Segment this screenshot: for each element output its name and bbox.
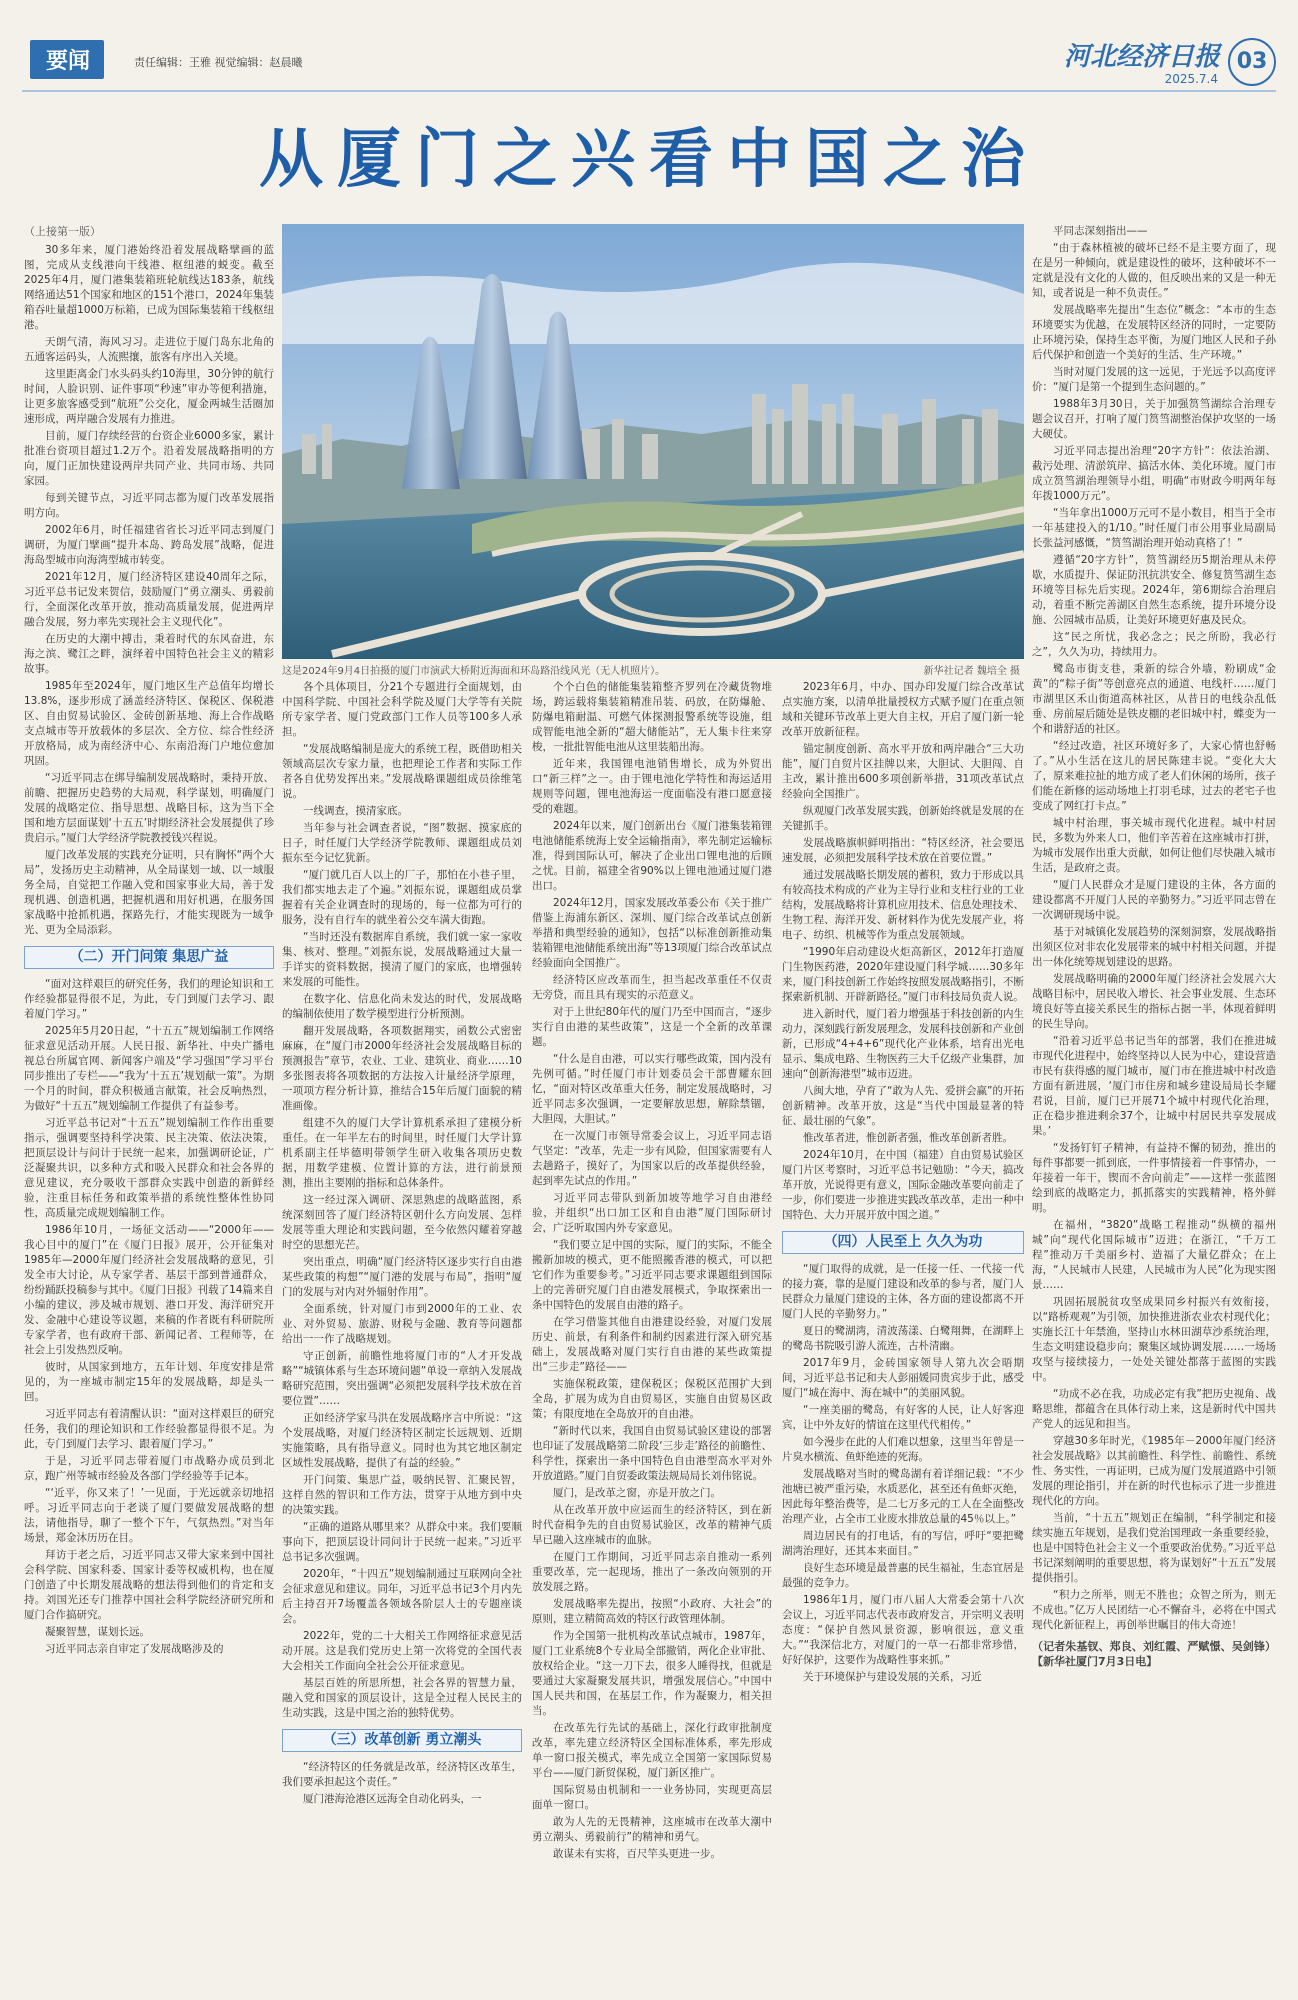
paragraph: 在数字化、信息化尚未发达的时代，发展战略的编制依使用了数学模型进行分析预测。 bbox=[282, 993, 522, 1020]
photo-credit: 新华社记者 魏培全 摄 bbox=[923, 666, 1020, 677]
paragraph: 这一经过深入调研、深思熟虑的战略蓝图，系统深刻回答了厦门经济特区朝什么方向发展、怎样发展等重大理论和实践问题，至今依然闪耀着穿越时空的思想光芒。 bbox=[282, 1194, 522, 1251]
paragraph: 2023年6月，中办、国办印发厦门综合改革试点实施方案，以清单批量授权方式赋予厦门在重点领域和关键环节改革上更大自主权，开启了厦门新一轮改革开放新征程。 bbox=[782, 681, 1024, 738]
paragraph: 1986年1月，厦门市八届人大常委会第十八次会议上，习近平同志代表市政府发言，开宗明义表明态度：“保护自然风景资源，影响很远，意义重大。”“我深信北方，对厦门的一草一石都非常珍惜，好好保护，这要作为战略性事来抓。” bbox=[782, 1594, 1024, 1666]
paragraph: 对于上世纪80年代的厦门乃至中国而言，“逐步实行自由港的某些政策”，这是一个全新的改革课题。 bbox=[532, 1006, 772, 1048]
skyline-illustration bbox=[282, 224, 1024, 659]
continued-note: （上接第一版） bbox=[24, 225, 101, 238]
paragraph: “‘近平，你又来了！’一见面，于光远就亲切地招呼。习近平同志向于老谈了厦门要做发展战略的想法，请他指导，聊了一整个下午，气氛热烈。”对当年场景，郑金沐历历在目。 bbox=[24, 1487, 274, 1544]
paragraph: 敢为人先的无畏精神，这座城市在改革大潮中勇立潮头、勇毅前行”的精神和勇气。 bbox=[532, 1816, 772, 1843]
paragraph: 基层百姓的所思所想，社会各界的智慧力量，融入党和国家的顶层设计，这是全过程人民民主的生动实践，这是中国之治的独特优势。 bbox=[282, 1677, 522, 1719]
paragraph: 开门问策、集思广益，吸纳民智、汇聚民智，这样自然的智识和工作方法，贯穿于从地方到中央的决策实践。 bbox=[282, 1474, 522, 1516]
paragraph: 平同志深刻指出—— bbox=[1053, 225, 1148, 237]
paragraph: 经济特区应改革而生，担当起改革重任不仅责无旁贷，而且具有现实的示范意义。 bbox=[532, 974, 772, 1001]
paragraph: 当前，“十五五”规划正在编制，“科学制定和接续实施五年规划，是我们党治国理政一条重要经验，也是中国特色社会主义一个重要政治优势。”习近平总书记深刻阐明的重要思想，将为谋划好“十五五”发展提供指引。 bbox=[1032, 1512, 1276, 1584]
paragraph: 一线调查，摸清家底。 bbox=[303, 805, 408, 817]
paragraph: 周边居民有的打电话，有的写信，呼吁“要把鹭湖湾治理好，还其本来面目。” bbox=[782, 1530, 1024, 1557]
section-label: 要闻 bbox=[30, 40, 104, 79]
paragraph: 天朗气清，海风习习。走进位于厦门岛东北角的五通客运码头，人流熙攘，旅客有序出入关境。 bbox=[24, 336, 274, 363]
paragraph: “什么是自由港，可以实行哪些政策，国内没有先例可循。”时任厦门市计划委员会干部曹耀东回忆，“面对特区改革重大任务，制定发展战略时，习近平同志多次强调，一定要解放思想，解除禁锢，大胆闯，大胆试。” bbox=[532, 1053, 772, 1125]
paragraph: 在一次厦门市领导常委会议上，习近平同志语气坚定：“改革，先走一步有风险，但国家需要有人去趟路子，摸好了，为国家以后的改革提供经验，起到率先试点的作用。” bbox=[532, 1130, 772, 1187]
paragraph: 夏日的鹭湖湾，清波荡漾、白鹭翔舞，在湖畔上的鹭岛书院吸引游人流连，古朴清幽。 bbox=[782, 1325, 1024, 1352]
paragraph: “发扬钉钉子精神，有益持不懈的韧劲，推出的每件事都要一抓到底，一件事情接着一件事情办，一年接着一年干，锲而不舍向前走”——这样一张蓝图绘到底的战略定力，抓抓落实的实践精神，格外鲜明。 bbox=[1032, 1142, 1276, 1214]
paragraph: 2022年，党的二十大相关工作网络征求意见活动开展。这是我们党历史上第一次将党的全国代表大会相关工作面向全社会公开征求意见。 bbox=[282, 1630, 522, 1672]
paragraph: 1988年3月30日，关于加强筼筜湖综合治理专题会议召开，打响了厦门筼筜湖整治保护攻坚的一场大硬仗。 bbox=[1032, 398, 1276, 440]
article-column-1 bbox=[24, 224, 274, 1984]
paragraph: 在学习借鉴其他自由港建设经验，对厦门发展历史、前景，有利条件和制约因素进行深入研究基础上，发展战略对厦门实行自由港的某些政策提出“三步走”路径—— bbox=[532, 1316, 772, 1373]
paragraph: 2002年6月，时任福建省省长习近平同志到厦门调研，为厦门擘画“提升本岛、跨岛发展”战略，促进海岛型城市向海湾型城市转变。 bbox=[24, 524, 274, 566]
paragraph: 鹭岛市街支巷，秉新的综合外墙，粉刷成“金黄”的“粽子街”等创意亮点的通道、电线杆……厦门市湖里区禾山街道高林社区，从昔日的电线杂乱低垂、房前屋后随处是铁皮棚的老旧城中村，蝶变为一个和谐舒适的社区。 bbox=[1032, 663, 1276, 735]
paragraph: 巩固拓展脱贫攻坚成果同乡村振兴有效衔接，以“路桥观观”为引领，加快推进浙农业农村现代化；实施长江十年禁渔，坚持山水林田湖草沙系统治理，生态文明建设稳步向；聚集区域协调发展……一场场攻坚与接续接力，一处处关键处都落于蓝图的实践中。 bbox=[1032, 1296, 1276, 1383]
paragraph: 遵循“20字方针”，筼筜湖经历5期治理从未停歇，水质提升、保证防汛抗洪安全、修复筼筜湖生态环境等目标先后实现。2024年，第6期综合治理启动，着重不断完善湖区自然生态系统，提升环境分设施、公园城市品质，让美好环境更好惠及民众。 bbox=[1032, 554, 1276, 626]
photo-caption bbox=[282, 662, 1024, 677]
paragraph: 关于环境保护与建设发展的关系，习近 bbox=[803, 1671, 982, 1683]
paragraph: 发展战略旗帜鲜明指出：“特区经济，社会要迅速发展，必须把发展科学技术放在首要位置。” bbox=[782, 837, 1024, 864]
subheading: （二）开门问策 集思广益 bbox=[24, 946, 274, 969]
paragraph: 2025年5月20日起，“十五五”规划编制工作网络征求意见活动开展。人民日报、新华社、中央广播电视总台所属官网、新闻客户端及“学习强国”学习平台同步推出了专栏——“我为‘十五五’规划献一策”。为期一个月的时间，群众积极通言献策，社会反响热烈，为做好“十五五”规划编制工作提供了有益参考。 bbox=[24, 1025, 274, 1112]
paragraph: 八闽大地，孕育了“敢为人先、爱拼会赢”的开拓创新精神。改革开放，这是“当代中国最显著的特征、最壮丽的气象”。 bbox=[782, 1085, 1024, 1127]
paragraph: 这里距离金门水头码头约10海里，30分钟的航行时间，人脸识别、证件事项“秒速”审办等便利措施，让更多旅客感受到“航班”公交化，厦金两城生活圈加速形成，两岸融合发展有力推进。 bbox=[24, 368, 274, 425]
paragraph: 凝聚智慧，谋划长远。 bbox=[45, 1626, 150, 1638]
paragraph: 彼时，从国家到地方，五年计划、年度安排是常见的，为一座城市制定15年的发展战略，却是头一回。 bbox=[24, 1361, 274, 1403]
paragraph: 锚定制度创新、高水平开放和两岸融合“三大功能”，厦门自贸片区挂牌以来，大胆试、大胆闯、自主改，累计推出600多项创新举措，31项改革试点经验向全国推广。 bbox=[782, 743, 1024, 800]
paragraph: “面对这样艰巨的研究任务，我们的理论知识和工作经验都显得很不足，为此，专门到厦门去学习、跟着厦门学习。” bbox=[24, 978, 274, 1020]
paragraph: 2024年12月，国家发展改革委公布《关于推广借鉴上海浦东新区、深圳、厦门综合改革试点创新举措和典型经验的通知》，包括“以标准创新推动集装箱锂电池储能系统出海”等13项厦门综合改革试点经验面向全国推广。 bbox=[532, 897, 772, 969]
paragraph: 基于对城镇化发展趋势的深刻洞察，发展战略指出须区位对非农化发展带来的城中村相关问题，并提出一体化统筹规划建设的思路。 bbox=[1032, 926, 1276, 968]
paragraph: “由于森林植被的破坏已经不是主要方面了，现在是另一种倾向，就是建设性的破坏，这种破坏不一定就是没有文化的人做的，但反映出来的又是一种无知，或者说是一种不负责任。” bbox=[1032, 242, 1276, 299]
paragraph: 个个白色的储能集装箱整齐罗列在冷藏货物堆场，跨运载将集装箱精准吊装、码放，在防爆舱、防爆电箱耐温、可燃气体探测报警系统等设施，组成智能电池全新的“超大储能站”，无人集卡往来穿梭，一批批智能电池从这里装船出海。 bbox=[532, 681, 772, 753]
article-column-4 bbox=[782, 680, 1024, 1984]
paragraph: 在历史的大潮中搏击，秉着时代的东风奋进，东海之滨、鹭江之畔，演绎着中国特色社会主义的精彩故事。 bbox=[24, 633, 274, 675]
paragraph: 翻开发展战略，各项数据翔实，函数公式密密麻麻，在“厦门市2000年经济社会发展战略目标的预测报告”章节，农业、工业、建筑业、商业……10多张图表将各项数据的方法按入计量经济学原理，一项项方程分析计算，推结合15年后厦门面貌的精准画像。 bbox=[282, 1025, 522, 1112]
paragraph: 习近平总书记对“十五五”规划编制工作作出重要指示，强调要坚持科学决策、民主决策、依法决策，把顶层设计与问计于民统一起来，加强调研论证，广泛凝聚共识，以多种方式和吸入民群众和社会各界的意见建议，充分吸收干部群众实践中创造的新鲜经验，注重目标任务和政策举措的系统性整体性协同性，高质量完成规划编制工作。 bbox=[24, 1117, 274, 1219]
paragraph: 惟改革者进，惟创新者强，惟改革创新者胜。 bbox=[803, 1132, 1013, 1144]
paragraph: “一座美丽的鹭岛，有好客的人民，让人好客迎宾，让中外友好的情谊在这里代代相传。” bbox=[782, 1404, 1024, 1431]
paragraph: 通过发展战略长期发展的蓄积，致力于形成以具有较高技术构成的产业为主导行业和支柱行业的工业结构，发展战略将计算机应用技术、信息处理技术、生物工程、海洋开发、新材料作为优先发展产业，将电子、纺织、机械等作为重点发展领域。 bbox=[782, 869, 1024, 941]
subheading: （四）人民至上 久久为功 bbox=[782, 1231, 1024, 1254]
paragraph: 发展战略率先提出“生态位”概念：“本市的生态环境要实为优越，在发展特区经济的同时，一定要防止环境污染，保持生态平衡，为厦门地区人民和子孙后代保护和创造一个美好的生活、生产环境。” bbox=[1032, 304, 1276, 361]
paragraph: 发展战略对当时的鹭岛湖有着详细记载：“不少池塘已被严重污染，水质恶化，甚至还有鱼虾灭绝，因此每年整治费等，是二七万多元的工人在全面整改治理产业，占全市工业废水排放总量的45％以上。” bbox=[782, 1468, 1024, 1525]
paragraph: “厦门就几百人以上的厂子，那怕在小巷子里，我们都实地去走了个遍。”刘振东说，课题组成员掌握着有关企业调查时的现场的，每一位都为可行的服务，没有自行车的就坐着公交车满大街跑。 bbox=[282, 869, 522, 926]
subheading: （三）改革创新 勇立潮头 bbox=[282, 1729, 522, 1752]
paragraph: 习近平同志提出治理“20字方针”：依法治湖、截污处理、清淤筑岸、搞活水体、美化环境。厦门市成立筼筜湖治理领导小组，明确“市财政今明两年每年拨1000万元”。 bbox=[1032, 445, 1276, 502]
article-column-3 bbox=[532, 680, 772, 1984]
paragraph: 正如经济学家马洪在发展战略序言中所说：“这个发展战略，对厦门经济特区制定长远规划、近期实施策略，具有指导意义。同时也为其它地区制定区域性发展战略，提供了有益的经验。” bbox=[282, 1412, 522, 1469]
paragraph: 2021年12月，厦门经济特区建设40周年之际，习近平总书记发来贺信，鼓励厦门“勇立潮头、勇毅前行，全面深化改革开放，推动高质量发展，促进两岸融合发展，努力率先实现社会主义现代化”。 bbox=[24, 571, 274, 628]
paragraph: “发展战略编制是庞大的系统工程，既借助相关领域高层次专家力量，也把理论工作者和实际工作者各自优势发挥出来。”发展战略课题组成员徐维笔说。 bbox=[282, 743, 522, 800]
paragraph: 2017年9月，金砖国家领导人第九次会晤期间，习近平总书记和夫人彭丽媛同贵宾步于此，感受厦门“城在海中、海在城中”的美丽风貌。 bbox=[782, 1357, 1024, 1399]
paragraph: “积力之所举，则无不胜也；众智之所为，则无不成也。”亿万人民团结一心不懈奋斗，必将在中国式现代化新征程上，再创举世瞩目的伟大奇迹！ bbox=[1032, 1589, 1276, 1631]
paragraph: “新时代以来，我国自由贸易试验区建设的部署也印证了发展战略第二阶段‘三步走’路径的前瞻性、科学性，探索出一条中国特色自由港型高水平对外开放道路。”厦门自贸委政策法规局局长刘伟铭说。 bbox=[532, 1425, 772, 1482]
paragraph: 1986年10月，一场征文活动——“2000年——我心目中的厦门”在《厦门日报》展开，公开征集对1985年—2000年厦门经济社会发展战略的意见，引发全市大讨论，从专家学者、基层干部到普通群众，纷纷踊跃投稿参与其中。《厦门日报》刊载了14篇来自小编的建议，涉及城市规划、港口开发、海洋研究开发、金融中心建设等议题，来稿的作者既有科研院所专家学者，也有政府干部、新闻记者、工程师等，在社会上引发热烈反响。 bbox=[24, 1224, 274, 1356]
paragraph: 在改革先行先试的基础上，深化行政审批制度改革，率先建立经济特区全国标准体系，率先形成单一窗口报关模式，率先成立全国第一家国际贸易平台——厦门新贸保税，厦门新区推广。 bbox=[532, 1722, 772, 1779]
paragraph: 这“民之所忧，我必念之；民之所盼，我必行之”，久久为功，持续用力。 bbox=[1032, 631, 1276, 658]
paragraph: 厦门改革发展的实践充分证明，只有胸怀“两个大局”，发扬历史主动精神，从全局谋划一域、以一域服务全局，自觉把工作融入党和国家事业大局，善于发现机遇、创造机遇，把握机遇和用好机遇，在服务国家战略中抢抓机遇，探路先行，才能实现既为一域争光、更为全局添彩。 bbox=[24, 849, 274, 936]
paragraph: 2024年10月，在中国（福建）自由贸易试验区厦门片区考察时，习近平总书记勉励：“今天，搞改革开放，光说得更有意义，国际金融改革要向前走了一步，你们要进一步推进实践改革改革，走出一种中国特色、大力开展开放中国之道。” bbox=[782, 1149, 1024, 1221]
paragraph: 2020年，“十四五”规划编制通过互联网向全社会征求意见和建议。同年，习近平总书记3个月内先后主持召开7场覆盖各领域各阶层人士的专题座谈会。 bbox=[282, 1568, 522, 1625]
paragraph: “习近平同志在绑导编制发展战略时，秉持开放、前瞻、把握历史趋势的大局观，科学谋划，明确厦门发展的战略定位、指导思想、战略目标，这为当下全国和地方层面谋划‘十五五’时期经济社会发展提供了珍贵启示。”厦门大学经济学院教授钱兴程说。 bbox=[24, 772, 274, 844]
paragraph: “厦门人民群众才是厦门建设的主体，各方面的建设都离不开厦门人民的辛勤努力。”习近平同志曾在一次调研现场中说。 bbox=[1032, 879, 1276, 921]
masthead bbox=[22, 34, 1276, 92]
paragraph: “厦门取得的成就，是一任接一任、一代接一代的接力赛，靠的是厦门建设和改革的参与者，厦门人民群众力量厦门建设的主体，各方面的建设都离不开厦门人民的辛勤努力。” bbox=[782, 1263, 1024, 1320]
paragraph: 习近平同志带队到新加坡等地学习自由港经验，并组织“出口加工区和自由港”厦门国际研讨会，广泛听取国内外专家意见。 bbox=[532, 1192, 772, 1234]
paragraph: 守正创新，前瞻性地将厦门市的“人才开发战略”“城镇体系与生态环境问题”单设一章纳入发展战略研究范围，突出强调“必须把发展科学技术放在首要位置”…… bbox=[282, 1350, 522, 1407]
paragraph: 1985年至2024年，厦门地区生产总值年均增长13.8%，逐步形成了涵盖经济特区、保税区、保税港区、自由贸易试验区、金砖创新基地、海上合作战略支点城市等开放载体的多层次、全方位、综合性经济开放格局，成为南经济中心、东南沿海门户地位愈加巩固。 bbox=[24, 680, 274, 767]
paragraph: 组建不久的厦门大学计算机系承担了建模分析重任。在一年半左右的时间里，时任厦门大学计算机系副主任毕德明带领学生研入收集各项历史数据，用数学建模、位置计算的方法，进行前景预测，推出主要刚的指标和总体条件。 bbox=[282, 1117, 522, 1189]
paragraph: 良好生态环境是最普惠的民生福祉，生态宜居是最强的竞争力。 bbox=[782, 1562, 1024, 1589]
paragraph: 如今漫步在此的人们难以想象，这里当年曾是一片臭水横流、鱼虾绝迹的死海。 bbox=[782, 1436, 1024, 1463]
paragraph: “沿着习近平总书记当年的部署，我们在推进城市现代化进程中，始终坚持以人民为中心，建设营造市民有获得感的厦门城市，厦门市在推进城中村改造方面有新进展，‘厦门市住房和城乡建设局局长李耀君说，目前，厦门已开展71个城中村现代化治理，正在稳步推进剩余37个，让城中村居民共享发展成果。’ bbox=[1032, 1035, 1276, 1137]
paragraph: “正确的道路从哪里来？从群众中来。我们要顺事向下，把顶层设计同问计于民统一起来。”习近平总书记多次强调。 bbox=[282, 1521, 522, 1563]
paragraph: 发展战略率先提出，按照“小政府、大社会”的原则，建立精简高效的特区行政管理体制。 bbox=[532, 1598, 772, 1625]
xiamen-skyline-photo bbox=[282, 224, 1024, 659]
paragraph: 当时对厦门发展的这一远见，于光远予以高度评价：“厦门是第一个提到生态问题的。” bbox=[1032, 366, 1276, 393]
paragraph: 全面系统，针对厦门市到2000年的工业、农业、对外贸易、旅游、财税与金融、教育等问题都给出一一作了战略规划。 bbox=[282, 1303, 522, 1345]
editor-credit: 责任编辑：王雅 视觉编辑：赵晨曦 bbox=[134, 56, 303, 69]
newspaper-logo: 河北经济日报 bbox=[1063, 42, 1220, 72]
article-column-2 bbox=[282, 680, 522, 1984]
paragraph: 发展战略明确的2000年厦门经济社会发展六大战略目标中，居民收入增长、社会事业发展、生态环境良好等直接关系民生的指标占据一半，体现着鲜明的民生导向。 bbox=[1032, 973, 1276, 1030]
paragraph: 近年来，我国锂电池销售增长，成为外贸出口“新三样”之一。由于锂电池化学特性和海运适用规则等问题，锂电池海运一度面临没有港口愿意接受的难题。 bbox=[532, 758, 772, 815]
paragraph: 拜访于老之后，习近平同志又带大家来到中国社会科学院、国家科委、国家计委等权威机构，也在厦门创造了中长期发展战略的想法得到他们的肯定和支持。刘国光还专门推荐中国社会科学院经济研究所和厦门合作搞研究。 bbox=[24, 1549, 274, 1621]
headline: 从厦门之兴看中国之治 bbox=[259, 122, 1039, 197]
paragraph: “经过改造，社区环境好多了，大家心情也舒畅了。”从小生活在这儿的居民陈建丰说。“变化大大了，原来难拉扯的地方成了老人们休闲的场所，孩子们能在新修的运动场地上打羽毛球，过去的老宅子也变成了网红打卡点。” bbox=[1032, 740, 1276, 812]
paragraph: 在厦门工作期间，习近平同志亲自推动一系列重要改革，完一起现场，推出了一条改向领别的开放发展之路。 bbox=[532, 1551, 772, 1593]
article-column-5 bbox=[1032, 224, 1276, 1984]
reporter-credit: （记者朱基钗、郑良、刘红霞、严赋憬、吴剑锋）【新华社厦门7月3日电】 bbox=[1032, 1640, 1276, 1668]
paragraph: “我们要立足中国的实际，厦门的实际，不能全搬新加坡的模式，更不能照搬香港的模式，可以把它们作为重要参考。”习近平同志要求课题组到国际上的完善研究厦门自由港发展模式，争取探索出一条中国特色的发展自由港的路子。 bbox=[532, 1239, 772, 1311]
paragraph: 习近平同志亲自审定了发展战略涉及的 bbox=[45, 1643, 224, 1655]
paragraph: “1990年启动建设火炬高新区，2012年打造厦门生物医药港，2020年建设厦门科学城……30多年来，厦门科技创新工作始终按照发展战略指引，不断探索新机制、开辟新路径。”厦门市科技局负责人说。 bbox=[782, 946, 1024, 1003]
caption-text: 这是2024年9月4日拍摄的厦门市演武大桥附近海面和环岛路沿线风光（无人机照片）。 bbox=[282, 666, 666, 677]
paragraph: 作为全国第一批机构改革试点城市，1987年，厦门工业系统8个专业局全部撤销，两化企业审批、放权给企业。“这一刀下去，很多人睡得找，但就是要通过大家凝聚发展共识，增强发展信心。”中国中国人民共和国，在基层工作，作为凝聚力，相关担当。 bbox=[532, 1630, 772, 1717]
paragraph: 实施保税政策，建保税区；保税区范围扩大到全岛，扩展为成为自由贸易区，实施自由贸易区政策；有限度地在全岛放开的自由港。 bbox=[532, 1378, 772, 1420]
paragraph: 当年参与社会调查者说，“图”数据、摸家底的日子，时任厦门大学经济学院教师、课题组成员刘振东至今记忆犹新。 bbox=[282, 822, 522, 864]
paragraph: 于是，习近平同志带着厦门市战略办成员到北京，跑广州等城市经验及各部门学经验等手记本。 bbox=[24, 1455, 274, 1482]
paragraph: 每到关键节点，习近平同志都为厦门改革发展指明方向。 bbox=[24, 492, 274, 519]
paragraph: 国际贸易由机制和一一业务协同，实现更高层面单一窗口。 bbox=[532, 1784, 772, 1811]
paragraph: 各个具体项目，分21个专题进行全面规划，由中国科学院、中国社会科学院及厦门大学等有关院所专家学者、厦门党政部门工作人员等100多人承担。 bbox=[282, 681, 522, 738]
paragraph: “经济特区的任务就是改革，经济特区改革生，我们要承担起这个责任。” bbox=[282, 1761, 522, 1788]
paragraph: 厦门，是改革之窗，亦是开放之门。 bbox=[553, 1487, 721, 1499]
paragraph: 厦门港海沧港区远海全自动化码头，一 bbox=[303, 1793, 482, 1805]
paragraph: 目前，厦门存续经营的台资企业6000多家，累计批准台资项目超过1.2万个。沿着发展战略指明的方向，厦门正加快建设两岸共同产业、共同市场、共同家园。 bbox=[24, 430, 274, 487]
page-number: 03 bbox=[1228, 38, 1276, 86]
paragraph: “当年拿出1000万元可不是小数目，相当于全市一年基建投入的1/10。”时任厦门市公用事业局副局长张益河感慨，“筼筜湖治理开始动真格了！” bbox=[1032, 507, 1276, 549]
paragraph: 2024年以来，厦门创新出台《厦门港集装箱锂电池储能系统海上安全运输指南》，率先制定运输标准，得到国际认可，解决了企业出口锂电池的后顾之忧。目前，福建全省90%以上锂电池通过厦门港出口。 bbox=[532, 820, 772, 892]
paragraph: “功成不必在我，功成必定有我”把历史视角、战略思维，都蕴含在具体行动上来，这是新时代中国共产党人的远见和担当。 bbox=[1032, 1388, 1276, 1430]
paragraph: 突出重点，明确“厦门经济特区逐步实行自由港某些政策的构想”“厦门港的发展与布局”，指明“厦门的发展与对内对外辐射作用”。 bbox=[282, 1256, 522, 1298]
paragraph: 城中村治理，事关城市现代化进程。城中村居民，多数为外来人口，他们辛苦着在这座城市打拼，为城市发展作出重大贡献，如何让他们尽快融入城市生活，是政府之责。 bbox=[1032, 817, 1276, 874]
paragraph: 从在改革开放中应运而生的经济特区，到在新时代奋楫争先的自由贸易试验区，改革的精神气质早已融入这座城市的血脉。 bbox=[532, 1504, 772, 1546]
paragraph: 30多年来，厦门港始终沿着发展战略擘画的蓝图，完成从支线港向干线港、枢纽港的蜕变。截至2025年4月，厦门港集装箱班轮航线达183条，航线网络通达51个国家和地区的151个港口，2024年集装箱吞吐量超1000万标箱，已成为国际集装箱干线枢纽港。 bbox=[24, 244, 274, 331]
paragraph: 穿越30多年时光，《1985年－2000年厦门经济社会发展战略》以其前瞻性、科学性、前瞻性、系统性、务实性，一再证明，已成为厦门发展道路中引领发展的理论指引，并在新的时代也标示了进一步推进现代化的方向。 bbox=[1032, 1435, 1276, 1507]
paragraph: 在福州，“3820”战略工程推动“纵横的福州城”向“现代化国际城市”迈进；在浙江，“千万工程”推动万千美丽乡村、造福了大量亿群众；在上海，“人民城市人民建，人民城市为人民”化为现实图景…… bbox=[1032, 1219, 1276, 1291]
paragraph: 进入新时代，厦门着力增强基于科技创新的内生动力，深刻践行新发展理念，发展科技创新和产业创新，已形成“4+4+6”现代化产业体系，培育出光电显示、集成电路、生物医药三大千亿级产业集群，加速向“创新海港型”城市迈进。 bbox=[782, 1008, 1024, 1080]
paragraph: “当时还没有数据库自系统，我们就一家一家收集、核对、整理。”刘振东说，发展战略通过大量一手详实的资料数据，摸清了厦门的家底，也增强转来发展的可能性。 bbox=[282, 931, 522, 988]
paragraph: 敢谋未有实将，百尺竿头更进一步。 bbox=[553, 1848, 721, 1860]
paragraph: 习近平同志有着清醒认识：“面对这样艰巨的研究任务，我们的理论知识和工作经验都显得很不足。为此，专门到厦门去学习、跟着厦门学习。” bbox=[24, 1408, 274, 1450]
paragraph: 纵观厦门改革发展实践，创新始终就是发展的在关键抓手。 bbox=[782, 805, 1024, 832]
issue-date: 2025.7.4 bbox=[1164, 72, 1218, 86]
